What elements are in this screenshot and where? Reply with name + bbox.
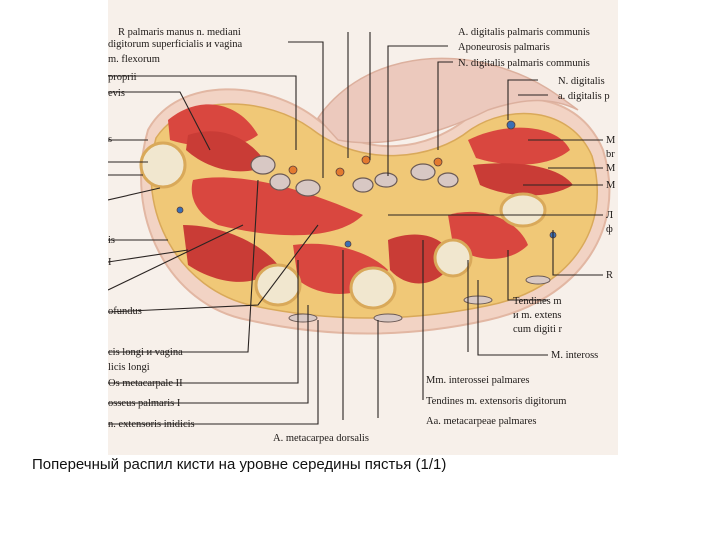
label-aa-metacarpeae-palmares: Aa. metacarpeae palmares — [426, 416, 537, 427]
label-aponeurosis-palmaris: Aponeurosis palmaris — [458, 42, 550, 53]
label-a-digitalis: a. digitalis p — [558, 91, 610, 102]
label-m-extensor: и m. extens — [513, 310, 562, 321]
label-right-m1: M — [606, 135, 616, 146]
label-tendines-m: Tendines m — [513, 296, 562, 307]
label-m-interossei: M. inteross — [551, 350, 599, 361]
label-extensoris-indicis: n. extensoris inidicis — [108, 419, 195, 430]
label-profundus: ofundus — [108, 306, 142, 317]
label-left-is: is — [108, 235, 116, 246]
label-right-f: ф — [606, 224, 613, 235]
label-right-m3: M — [606, 180, 616, 191]
label-left-i: I — [108, 257, 112, 268]
bone-metacarpal-V — [501, 194, 545, 226]
label-interosseus-palmaris-i: osseus palmaris I — [108, 398, 181, 409]
label-right-r: R — [606, 270, 614, 281]
label-evis: evis — [108, 88, 125, 99]
label-flexor-superficialis: digitorum superficialis и vagina — [108, 39, 243, 50]
label-pollicis-longi: licis longi — [108, 362, 150, 373]
bone-metacarpal-IV — [435, 240, 471, 276]
label-mm-interossei-palmares: Mm. interossei palmares — [426, 375, 530, 386]
hand-cross-section — [108, 0, 618, 455]
label-a-digitalis-palmaris-communis: A. digitalis palmaris communis — [458, 27, 590, 38]
label-r-palmaris: R palmaris manus n. mediani — [118, 27, 241, 38]
label-cum-digiti: cum digiti r — [513, 324, 562, 335]
label-proprii: proprii — [108, 72, 137, 83]
label-a-metacarpea-dorsalis: A. metacarpea dorsalis — [273, 433, 369, 444]
label-right-br: br — [606, 149, 615, 160]
label-os-metacarpale-ii: Os metacarpale II — [108, 378, 183, 389]
anatomy-figure — [108, 0, 618, 455]
label-left-s: s — [108, 134, 113, 145]
label-tendines-extensoris-digitorum: Tendines m. extensoris digitorum — [426, 396, 567, 407]
label-flexor-pollicis-longi-vagina: cis longi и vagina — [108, 347, 183, 358]
label-right-m2: M — [606, 163, 616, 174]
label-right-l: Л — [606, 210, 614, 221]
bone-metacarpal-I — [141, 143, 185, 187]
label-n-digitalis: N. digitalis — [558, 76, 605, 87]
label-n-digitalis-palmaris-communis: N. digitalis palmaris communis — [458, 58, 590, 69]
label-flexorum: m. flexorum — [108, 54, 160, 65]
bone-metacarpal-III — [351, 268, 395, 308]
figure-caption: Поперечный распил кисти на уровне середины пястья (1/1) — [32, 456, 447, 473]
